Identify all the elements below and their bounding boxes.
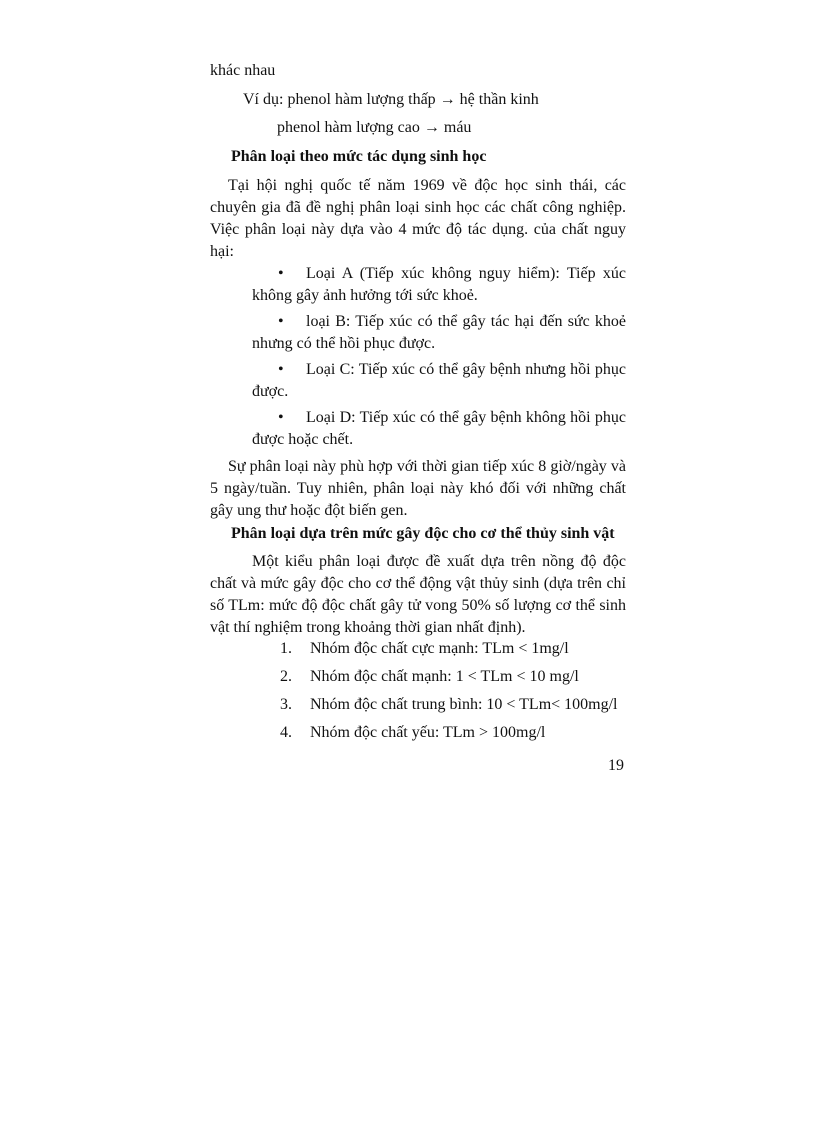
list-item-text: Loại D: Tiếp xúc có thể gây bệnh không hồi phục được hoặc chết.	[252, 409, 626, 448]
paragraph: Tại hội nghị quốc tế năm 1969 về độc học sinh thái, các chuyên gia đã đề nghị phân loại sinh học các chất công nghiệp. Việc phân loại này dựa vào 4 mức độ tác dụng. của chất nguy hại:	[210, 177, 626, 260]
list-item	[252, 359, 626, 403]
numbered-item	[280, 666, 579, 688]
bullet-icon: •	[278, 265, 284, 282]
example-line: Ví dụ: phenol hàm lượng thấp → hệ thần kinh	[243, 91, 539, 108]
item-number: 1.	[280, 640, 292, 657]
page-number: 19	[608, 757, 624, 774]
section-heading: Phân loại theo mức tác dụng sinh học	[231, 148, 487, 165]
item-text: Nhóm độc chất trung bình: 10 < TLm< 100mg/l	[310, 696, 618, 713]
list-item	[252, 263, 626, 307]
numbered-item	[280, 722, 545, 744]
list-item-text: Loại A (Tiếp xúc không nguy hiểm): Tiếp xúc không gây ảnh hưởng tới sức khoẻ.	[252, 265, 626, 304]
paragraph: Sự phân loại này phù hợp với thời gian tiếp xúc 8 giờ/ngày và 5 ngày/tuần. Tuy nhiên, phân loại này khó đối với những chất gây ung thư hoặc đột biến gen.	[210, 458, 626, 519]
item-text: Nhóm độc chất cực mạnh: TLm < 1mg/l	[310, 640, 569, 657]
bullet-icon: •	[278, 409, 284, 426]
paragraph: Một kiểu phân loại được đề xuất dựa trên nồng độ độc chất và mức gây độc cho cơ thể động vật thủy sinh (dựa trên chỉ số TLm: mức độ độc chất gây tử vong 50% số lượng cơ thể sinh vật thí nghiệm trong khoảng thời gian nhất định).	[210, 553, 626, 636]
item-number: 4.	[280, 724, 292, 741]
bullet-icon: •	[278, 313, 284, 330]
item-text: Nhóm độc chất mạnh: 1 < TLm < 10 mg/l	[310, 668, 579, 685]
item-number: 3.	[280, 696, 292, 713]
section-heading: Phân loại dựa trên mức gây độc cho cơ thể thủy sinh vật	[231, 525, 615, 542]
numbered-item	[280, 638, 569, 660]
list-item-text: loại B: Tiếp xúc có thể gây tác hại đến sức khoẻ nhưng có thể hồi phục được.	[252, 313, 626, 352]
list-item-text: Loại C: Tiếp xúc có thể gây bệnh nhưng hồi phục được.	[252, 361, 626, 400]
item-number: 2.	[280, 668, 292, 685]
numbered-item	[280, 694, 618, 716]
continued-text: khác nhau	[210, 62, 276, 79]
item-text: Nhóm độc chất yếu: TLm > 100mg/l	[310, 724, 546, 741]
bullet-icon: •	[278, 361, 284, 378]
list-item	[252, 311, 626, 355]
example-line: phenol hàm lượng cao → máu	[277, 119, 472, 136]
list-item	[252, 407, 626, 451]
